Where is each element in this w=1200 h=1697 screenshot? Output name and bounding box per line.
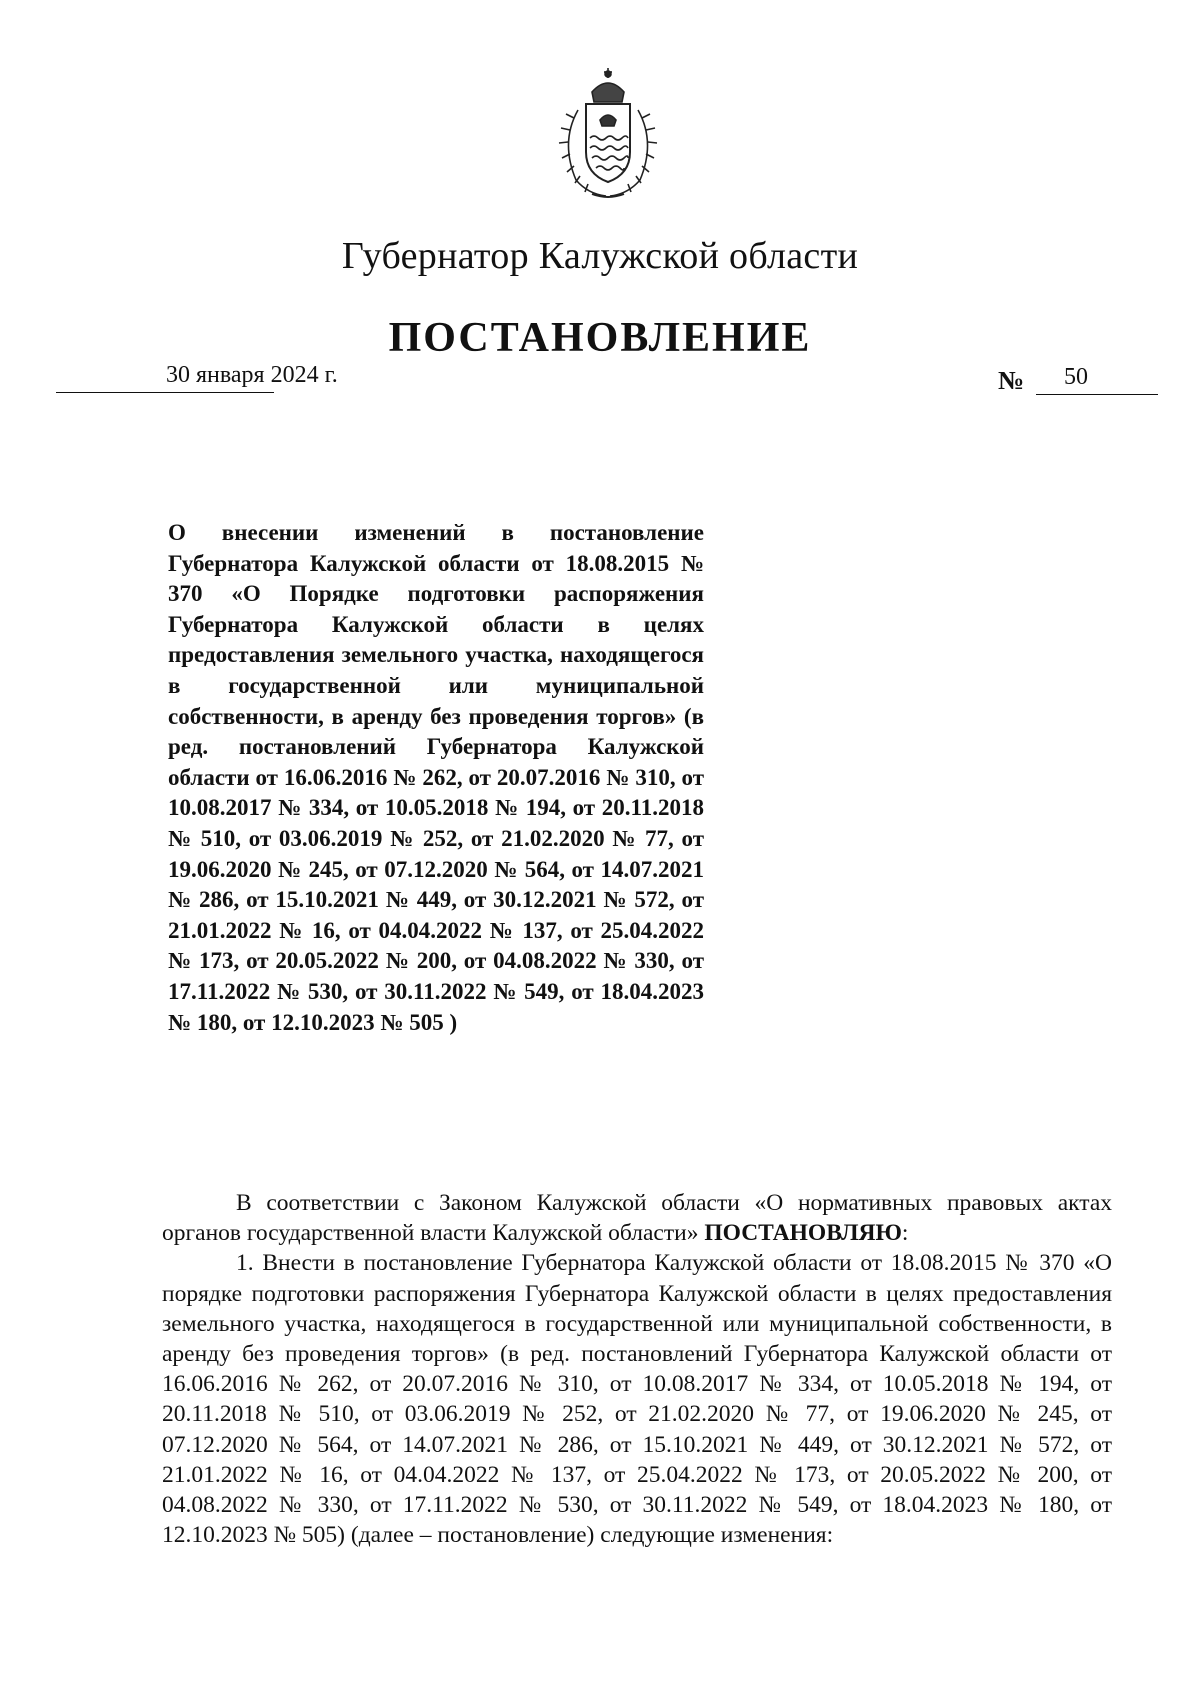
document-date: 30 января 2024 г.: [166, 362, 338, 388]
intro-text: В соответствии с Законом Калужской области «О нормативных правовых актах органов государственной власти Калужской области»: [162, 1190, 1112, 1247]
document-number: 50: [1064, 364, 1088, 390]
number-underline: [1036, 394, 1158, 395]
authority-title: Губернатор Калужской области: [341, 235, 859, 277]
decree-word: ПОСТАНОВЛЯЮ: [704, 1220, 902, 1247]
number-label: №: [998, 366, 1025, 395]
intro-paragraph: [162, 1188, 1112, 1248]
document-heading: О внесении изменений в постановление Губернатора Калужской области от 18.08.2015 № 370 «О Порядке подготовки распоряжения Губернатора Калужской области в целях предоставления земельного участка, находящегося в государственной или муниципальной собственности, в аренду без проведения торгов» (в ред. постановлений Губернатора Калужской области от 16.06.2016 № 262, от 20.07.2016 № 310, от 10.08.2017 № 334, от 10.05.2018 № 194, от 20.11.2018 № 510, от 03.06.2019 № 252, от 21.02.2020 № 77, от 19.06.2020 № 245, от 07.12.2020 № 564, от 14.07.2021 № 286, от 15.10.2021 № 449, от 30.12.2021 № 572, от 21.01.2022 № 16, от 04.04.2022 № 137, от 25.04.2022 № 173, от 20.05.2022 № 200, от 04.08.2022 № 330, от 17.11.2022 № 530, от 30.11.2022 № 549, от 18.04.2023 № 180, от 12.10.2023 № 505 ): [168, 520, 704, 1035]
document-type: ПОСТАНОВЛЕНИЕ: [388, 315, 812, 361]
date-underline: [56, 392, 274, 393]
item-1-paragraph: 1. Внести в постановление Губернатора Калужской области от 18.08.2015 № 370 «О порядке подготовки распоряжения Губернатора Калужской области в целях предоставления земельного участка, находящегося в государственной или муниципальной собственности, в аренду без проведения торгов» (в ред. постановлений Губернатора Калужской области от 16.06.2016 № 262, от 20.07.2016 № 310, от 10.08.2017 № 334, от 10.05.2018 № 194, от 20.11.2018 № 510, от 03.06.2019 № 252, от 21.02.2020 № 77, от 19.06.2020 № 245, от 07.12.2020 № 564, от 14.07.2021 № 286, от 15.10.2021 № 449, от 30.12.2021 № 572, от 21.01.2022 № 16, от 04.04.2022 № 137, от 25.04.2022 № 173, от 20.05.2022 № 200, от 04.08.2022 № 330, от 17.11.2022 № 530, от 30.11.2022 № 549, от 18.04.2023 № 180, от 12.10.2023 № 505) (далее – постановление) следующие изменения:: [162, 1250, 1112, 1549]
decree-colon: :: [901, 1220, 909, 1247]
coat-of-arms-icon: [548, 62, 668, 202]
document-body: [162, 1188, 1112, 1550]
